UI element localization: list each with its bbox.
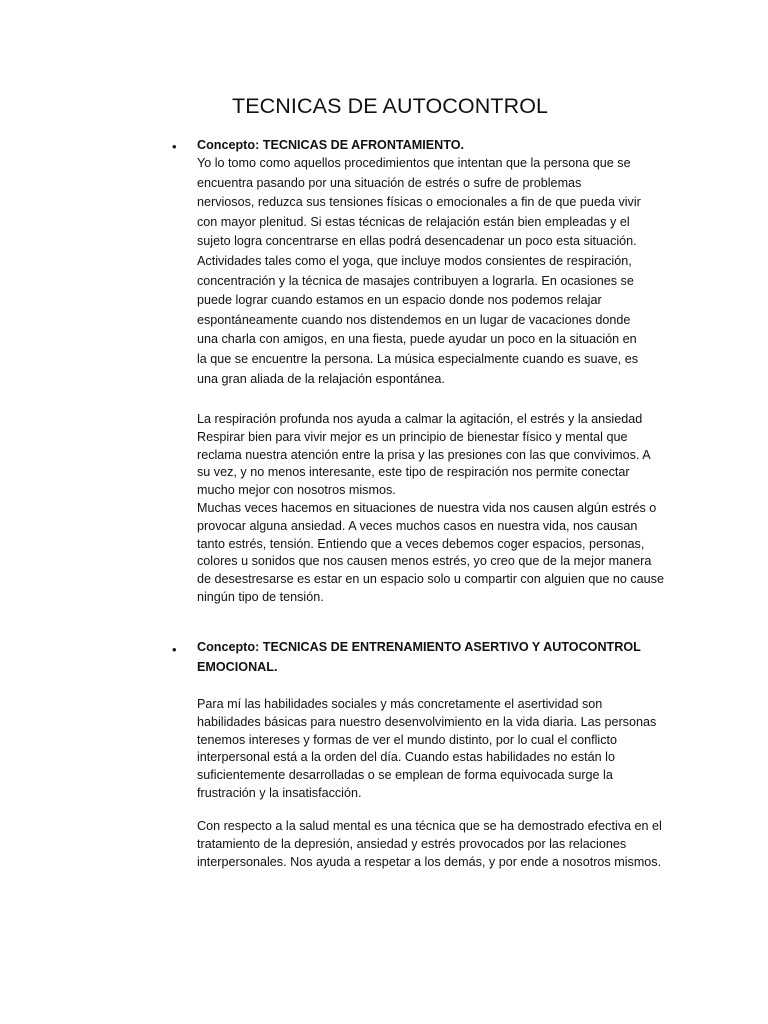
text-line: frustración y la insatisfacción. [197, 785, 362, 800]
text-line: con mayor plenitud. Si estas técnicas de relajación están bien empleadas y el [197, 214, 630, 229]
text-line: suficientemente desarrolladas o se emplean de forma equivocada surge la [197, 768, 613, 783]
text-line: una gran aliada de la relajación espontánea. [197, 371, 445, 386]
document-title: TECNICAS DE AUTOCONTROL [232, 94, 549, 118]
text-line: de desestresarse es estar en un espacio solo u compartir con alguien que no cause [197, 572, 664, 587]
text-line: concentración y la técnica de masajes contribuyen a lograrla. En ocasiones se [197, 273, 634, 288]
paragraph-afrontamiento-1 [197, 154, 667, 389]
text-line: Actividades tales como el yoga, que incluye modos consientes de respiración, [197, 253, 632, 268]
heading-line: EMOCIONAL. [197, 660, 278, 674]
paragraph-asertivo-2 [197, 818, 667, 871]
paragraph-afrontamiento-2 [197, 411, 667, 607]
paragraph-asertivo-1 [197, 696, 667, 803]
text-line: su vez, y no menos interesante, este tipo de respiración nos permite conectar [197, 465, 630, 480]
text-line: Yo lo tomo como aquellos procedimientos que intentan que la persona que se [197, 156, 631, 170]
text-line: tanto estrés, tensión. Entiendo que a veces debemos coger espacios, personas, [197, 536, 645, 551]
text-line: una charla con amigos, en una fiesta, puede ayudar un poco en la situación en [197, 332, 637, 347]
text-line: encuentra pasando por una situación de estrés o sufre de problemas [197, 175, 582, 190]
section-heading-asertivo [197, 637, 667, 677]
text-line: ningún tipo de tensión. [197, 589, 324, 604]
section-heading-afrontamiento: Concepto: TECNICAS DE AFRONTAMIENTO. [197, 138, 465, 152]
bullet-icon: • [172, 642, 177, 657]
text-line: tenemos intereses y formas de ver el mundo distinto, por lo cual el conflicto [197, 732, 617, 747]
text-line: colores u sonidos que nos causen menos estrés, yo creo que de la mejor manera [197, 554, 652, 569]
text-line: tratamiento de la depresión, ansiedad y estrés provocados por las relaciones [197, 836, 627, 851]
text-line: nerviosos, reduzca sus tensiones físicas o emocionales a fin de que pueda vivir [197, 195, 641, 210]
text-line: provocar alguna ansiedad. A veces muchos casos en nuestra vida, nos causan [197, 518, 638, 533]
text-line: reclama nuestra atención entre la prisa y las presiones con las que convivimos. A [197, 447, 651, 462]
text-line: Respirar bien para vivir mejor es un principio de bienestar físico y mental que [197, 429, 628, 444]
text-line: puede lograr cuando estamos en un espacio donde nos podemos relajar [197, 293, 602, 308]
text-line: la que se encuentre la persona. La música especialmente cuando es suave, es [197, 351, 639, 366]
text-line: mucho mejor con nosotros mismos. [197, 483, 396, 498]
text-line: espontáneamente cuando nos distendemos en un lugar de vacaciones donde [197, 312, 631, 327]
text-line: habilidades básicas para nuestro desenvolvimiento en la vida diaria. Las personas [197, 714, 657, 729]
text-line: Para mí las habilidades sociales y más concretamente el asertividad son [197, 697, 603, 711]
text-line: La respiración profunda nos ayuda a calmar la agitación, el estrés y la ansiedad [197, 412, 643, 426]
bullet-icon: • [172, 139, 177, 154]
text-line: Con respecto a la salud mental es una técnica que se ha demostrado efectiva en el [197, 819, 662, 833]
text-line: Muchas veces hacemos en situaciones de nuestra vida nos causen algún estrés o [197, 500, 657, 515]
text-line: interpersonales. Nos ayuda a respetar a los demás, y por ende a nosotros mismos. [197, 854, 662, 869]
text-line: interpersonal está a la orden del día. Cuando estas habilidades no están lo [197, 750, 615, 765]
heading-line: Concepto: TECNICAS DE ENTRENAMIENTO ASERTIVO Y AUTOCONTROL [197, 640, 641, 654]
text-line: sujeto logra concentrarse en ellas podrá desencadenar un poco esta situación. [197, 234, 637, 249]
